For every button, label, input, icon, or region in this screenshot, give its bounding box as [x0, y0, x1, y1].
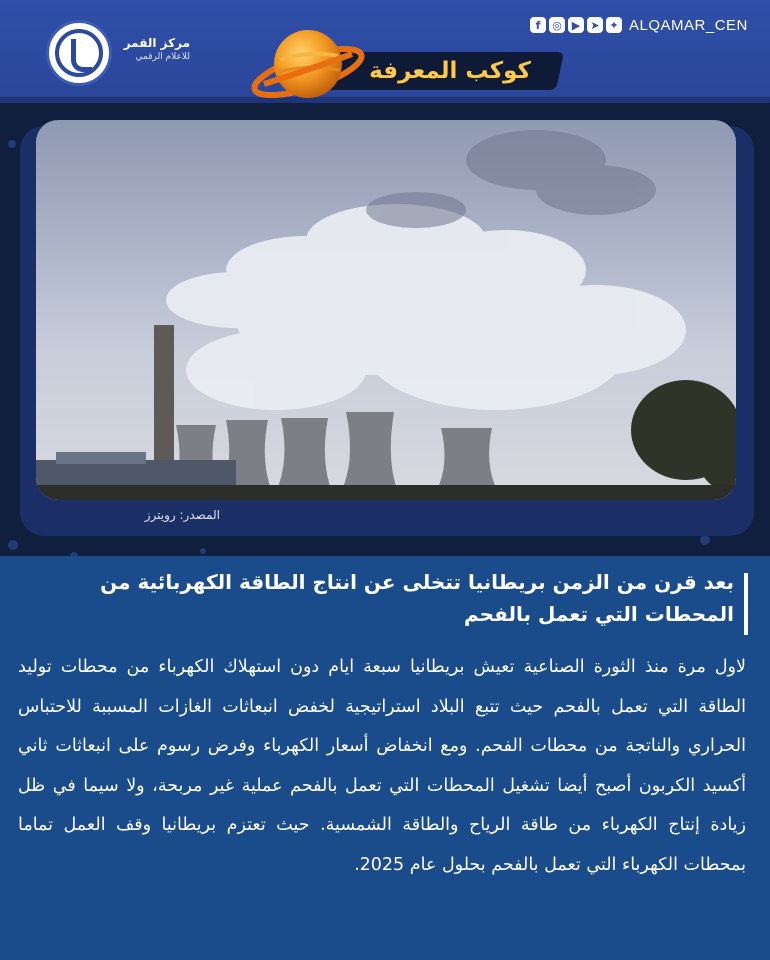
logo-subtitle: للاعلام الرقمي [135, 52, 190, 62]
social-links [530, 14, 748, 36]
twitter-icon[interactable]: ✦ [606, 17, 622, 33]
social-handle[interactable]: ALQAMAR_CEN [629, 16, 748, 34]
alqamar-logo [46, 20, 112, 86]
planet-icon [250, 20, 370, 110]
headline-accent-bar [744, 573, 748, 635]
article-body: لاول مرة منذ الثورة الصناعية تعيش بريطانيا سبعة ايام دون استهلاك الكهرباء من محطات توليد الطاقة التي تعمل بالفحم حيث تتبع البلاد استراتيجية لخفض انبعاثات الغازات المسببة للاحتباس الحراري والناتجة من محطات الفحم. ومع انخفاض أسعار الكهرباء وفرض رسوم على انبعاثات ثاني أكسيد الكربون أصبح أيضا تشغيل المحطات التي تعمل بالفحم عملية غير مربحة، ولا سيما في ظل زيادة إنتاج الكهرباء من طاقة الرياح والطاقة الشمسية. حيث تعتزم بريطانيا وقف العمل تماما بمحطات الكهرباء التي تعمل بالفحم بحلول عام 2025. [18, 657, 746, 875]
telegram-icon[interactable]: ➤ [587, 17, 603, 33]
logo-mark-icon [55, 29, 103, 77]
logo-text [120, 36, 190, 62]
photo-source-caption: المصدر: رويترز [144, 508, 220, 522]
instagram-icon[interactable]: ◎ [549, 17, 565, 33]
power-station-photo [36, 120, 736, 500]
facebook-icon[interactable]: f [530, 17, 546, 33]
youtube-icon[interactable]: ▶ [568, 17, 584, 33]
article-headline: بعد قرن من الزمن بريطانيا تتخلى عن انتاج الطاقة الكهربائية من المحطات التي تعمل بالفحم [100, 570, 734, 626]
segment-title: كوكب المعرفة [369, 58, 531, 84]
coal-plant-illustration [36, 120, 736, 500]
logo-name: مركز القمر [123, 36, 190, 50]
